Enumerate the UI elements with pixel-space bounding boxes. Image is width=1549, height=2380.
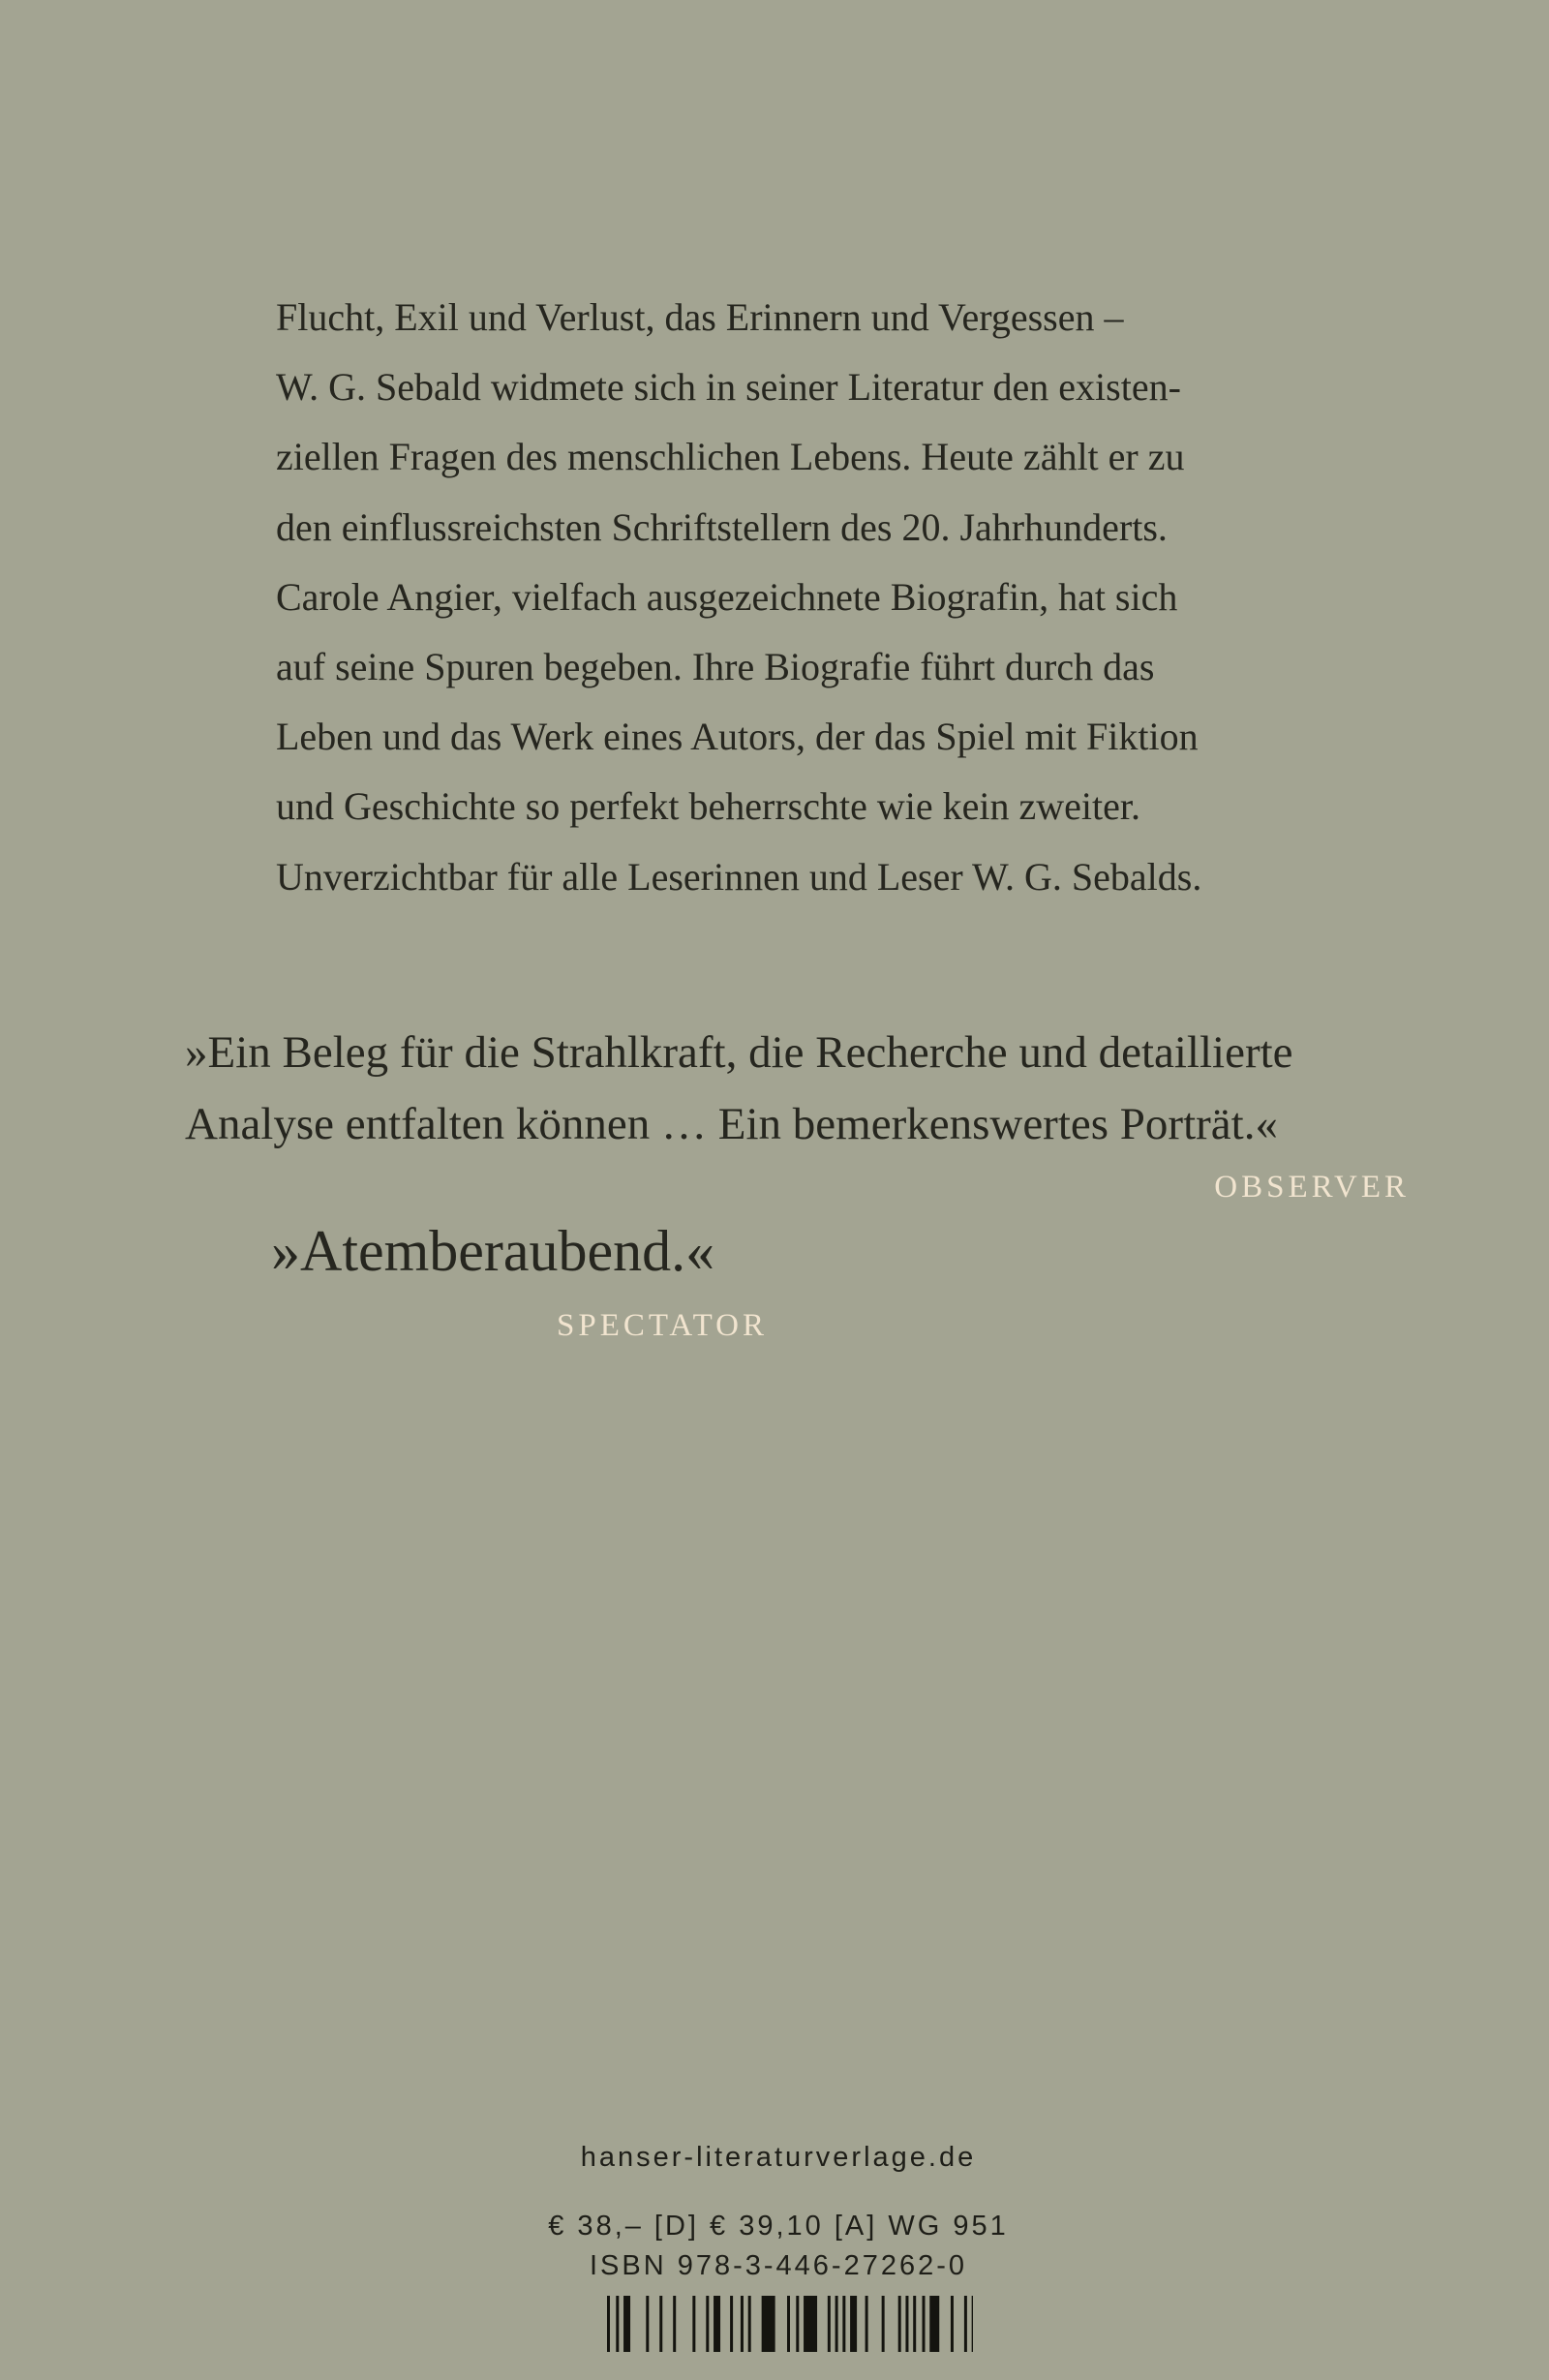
barcode-bar xyxy=(905,2296,908,2352)
barcode-bar xyxy=(714,2296,720,2352)
barcode-bar xyxy=(706,2296,709,2352)
barcode-bar xyxy=(913,2296,916,2352)
blurb-line: W. G. Sebald widmete sich in seiner Literatur den existen- xyxy=(276,365,1181,410)
blurb-line: und Geschichte so perfekt beherrschte wie kein zweiter. xyxy=(276,784,1140,829)
barcode-bar xyxy=(898,2296,901,2352)
barcode-bar xyxy=(692,2296,695,2352)
quote-line: Analyse entfalten können … Ein bemerkenswertes Porträt.« xyxy=(185,1099,1278,1149)
barcode-bar xyxy=(835,2296,838,2352)
blurb-text xyxy=(276,283,1302,912)
barcode-bar xyxy=(882,2296,885,2352)
barcode-bar xyxy=(951,2296,954,2352)
barcode-bar xyxy=(964,2296,967,2352)
blurb-line: Leben und das Werk eines Autors, der das Spiel mit Fiktion xyxy=(276,715,1199,759)
blurb-line: Carole Angier, vielfach ausgezeichnete Biografin, hat sich xyxy=(276,574,1178,619)
barcode-bar xyxy=(762,2296,775,2352)
barcode-bar xyxy=(741,2296,744,2352)
barcode-bar xyxy=(842,2296,845,2352)
barcode-bar xyxy=(972,2296,973,2352)
barcode-bar xyxy=(866,2296,868,2352)
barcode-bar xyxy=(923,2296,926,2352)
barcode-bar xyxy=(730,2296,733,2352)
review-quote-spectator: »Atemberaubend.« xyxy=(271,1219,715,1283)
quote-source-observer: OBSERVER xyxy=(1214,1170,1410,1205)
review-quote-observer xyxy=(185,1017,1293,1160)
barcode-bar xyxy=(616,2296,619,2352)
barcode-bar xyxy=(748,2296,751,2352)
blurb-line: ziellen Fragen des menschlichen Lebens. Heute zählt er zu xyxy=(276,435,1185,479)
blurb-line: auf seine Spuren begeben. Ihre Biografie führt durch das xyxy=(276,645,1155,689)
barcode-bar xyxy=(607,2296,610,2352)
barcode-bar xyxy=(673,2296,676,2352)
barcode-bar xyxy=(787,2296,790,2352)
publisher-url[interactable]: hanser-literaturverlage.de xyxy=(580,2142,977,2173)
barcode-bar xyxy=(804,2296,817,2352)
quote-line: »Ein Beleg für die Strahlkraft, die Recherche und detaillierte xyxy=(185,1027,1293,1078)
blurb-line: Flucht, Exil und Verlust, das Erinnern und Vergessen – xyxy=(276,295,1124,339)
barcode-bar xyxy=(796,2296,799,2352)
barcode-bar xyxy=(929,2296,939,2352)
blurb-line: Unverzichtbar für alle Leserinnen und Leser W. G. Sebalds. xyxy=(276,854,1202,899)
barcode-bar xyxy=(623,2296,630,2352)
quote-source-spectator: SPECTATOR xyxy=(557,1308,768,1343)
price-info: € 38,– [D] € 39,10 [A] WG 951 xyxy=(548,2211,1009,2242)
barcode-bar xyxy=(659,2296,662,2352)
barcode-bar xyxy=(828,2296,831,2352)
barcode-bar xyxy=(646,2296,649,2352)
isbn: ISBN 978-3-446-27262-0 xyxy=(589,2250,968,2281)
barcode-bar xyxy=(850,2296,857,2352)
blurb-line: den einflussreichsten Schriftstellern des 20. Jahrhunderts. xyxy=(276,504,1168,549)
barcode-icon xyxy=(607,2296,973,2352)
